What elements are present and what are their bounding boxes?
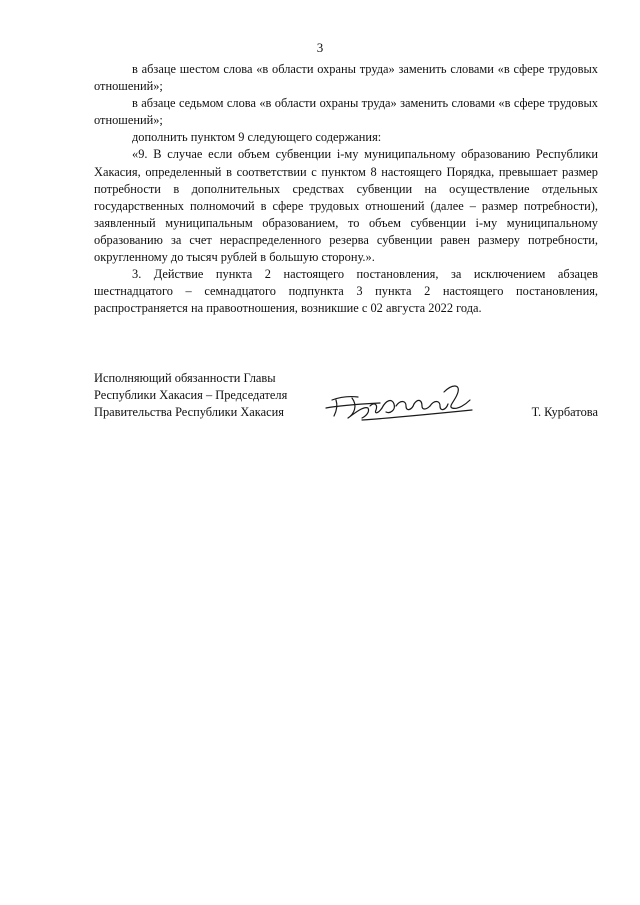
paragraph-add-point-nine: дополнить пунктом 9 следующего содержания: <box>132 130 382 145</box>
signature-block <box>94 370 598 430</box>
signatory-position-line: Исполняющий обязанности Главы <box>94 371 276 385</box>
signatory-position-line: Правительства Республики Хакасия <box>94 405 284 420</box>
signatory-name: Т. Курбатова <box>531 405 598 419</box>
signatory-position-line: Республики Хакасия – Председателя <box>94 388 288 403</box>
paragraph-amend-sixth: в абзаце шестом слова «в области охраны труда» заменить словами «в сфере трудовых отношений»; <box>94 62 598 94</box>
handwritten-signature <box>322 378 482 422</box>
page-number: 3 <box>316 40 324 55</box>
signatory-position <box>94 370 287 421</box>
paragraph-point-nine-text: «9. В случае если объем субвенции i-му муниципальному образованию Республики Хакасия, определенный в соответствии с пунктом 8 настоящего Порядка, превышает размер потребности в дополнительных средствах субвенции на осуществление отдельных государственных полномочий в сфере трудовых отношений (далее – размер потребности), заявленный муниципальным образованием, то объем субвенции i-му муниципальному образованию за счет нераспределенного резерва субвенции равен размеру потребности, округленному до тысяч рублей в большую сторону.». <box>94 147 598 265</box>
document-body <box>94 61 598 317</box>
paragraph-amend-seventh: в абзаце седьмом слова «в области охраны труда» заменить словами «в сфере трудовых отношений»; <box>94 96 598 128</box>
paragraph-effective-date: 3. Действие пункта 2 настоящего постановления, за исключением абзацев шестнадцатого – семнадцатого подпункта 3 пункта 2 настоящего постановления, распространяется на правоотношения, возникшие с 02 августа 2022 года. <box>94 267 598 316</box>
